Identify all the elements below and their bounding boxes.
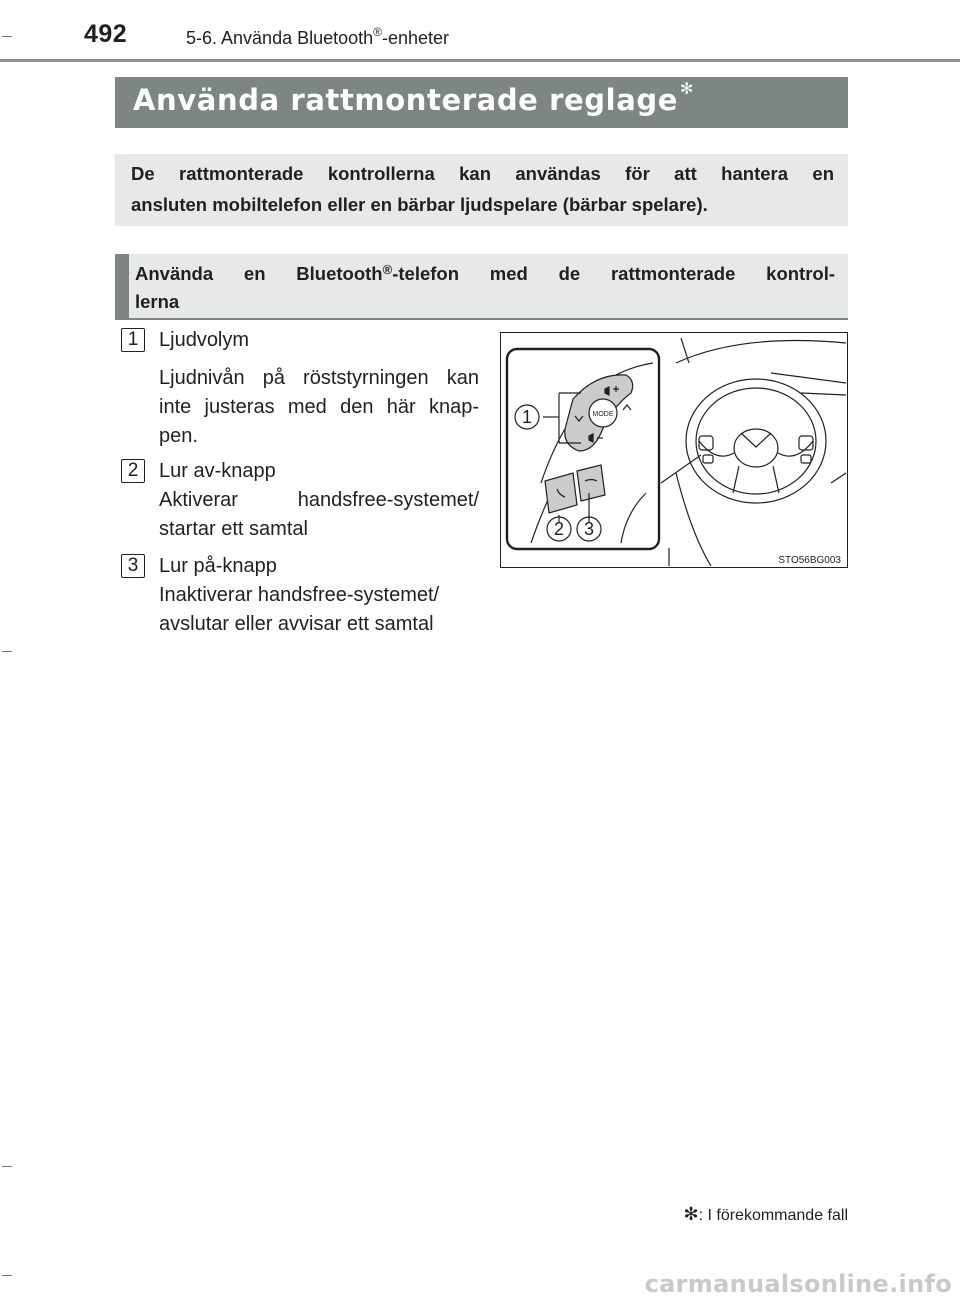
callout-3: 3 xyxy=(583,519,595,539)
header-rule xyxy=(0,59,960,62)
subsection-title: Använda en Bluetooth®-telefon med de rattmonterade kontrol- xyxy=(135,262,836,284)
asterisk-icon: ✻ xyxy=(683,1204,699,1224)
crop-mark xyxy=(2,1166,12,1167)
item-label: Lur av-knapp xyxy=(159,460,276,482)
footnote: ✻: I förekommande fall xyxy=(683,1204,848,1224)
subsection-heading xyxy=(115,254,848,318)
subsection-title-line2: lerna xyxy=(135,291,180,312)
number-icon: 1 xyxy=(121,328,145,352)
intro-line: ansluten mobiltelefon eller en bärbar ljudspelare (bärbar spelare). xyxy=(131,194,708,215)
item-label: Ljudvolym xyxy=(159,329,250,351)
section-title: Använda rattmonterade reglage xyxy=(133,83,679,117)
callout-1: 1 xyxy=(521,407,533,427)
callout-2: 2 xyxy=(553,519,565,539)
watermark: carmanualsonline.info xyxy=(644,1270,952,1298)
crop-mark xyxy=(2,1275,12,1276)
steering-wheel-drawing xyxy=(501,333,846,566)
page-number: 492 xyxy=(84,20,128,48)
item-description: Inaktiverar handsfree-systemet/ avslutar eller avvisar ett samtal xyxy=(159,584,440,635)
crop-mark xyxy=(2,36,12,37)
mode-label: MODE xyxy=(592,411,614,418)
section-heading xyxy=(115,77,848,128)
item-label: Lur på-knapp xyxy=(159,555,277,577)
intro-line: De rattmonterade kontrollerna kan användas för att hantera en xyxy=(131,163,834,184)
number-icon: 3 xyxy=(121,554,145,578)
asterisk-icon: ✻ xyxy=(680,79,695,98)
subsection-rule xyxy=(115,318,848,320)
steering-wheel-illustration xyxy=(500,332,848,568)
item-description: Ljudnivån på röststyrningen kan inte justeras med den här knap- pen. xyxy=(159,367,479,447)
number-icon: 2 xyxy=(121,459,145,483)
intro-box xyxy=(115,154,848,226)
crop-mark xyxy=(2,651,12,652)
chapter-title: 5-6. Använda Bluetooth®-enheter xyxy=(186,25,450,48)
figure-code: STO56BG003 xyxy=(778,555,841,566)
item-description: Aktiverar handsfree-systemet/ startar ett samtal xyxy=(159,489,479,540)
